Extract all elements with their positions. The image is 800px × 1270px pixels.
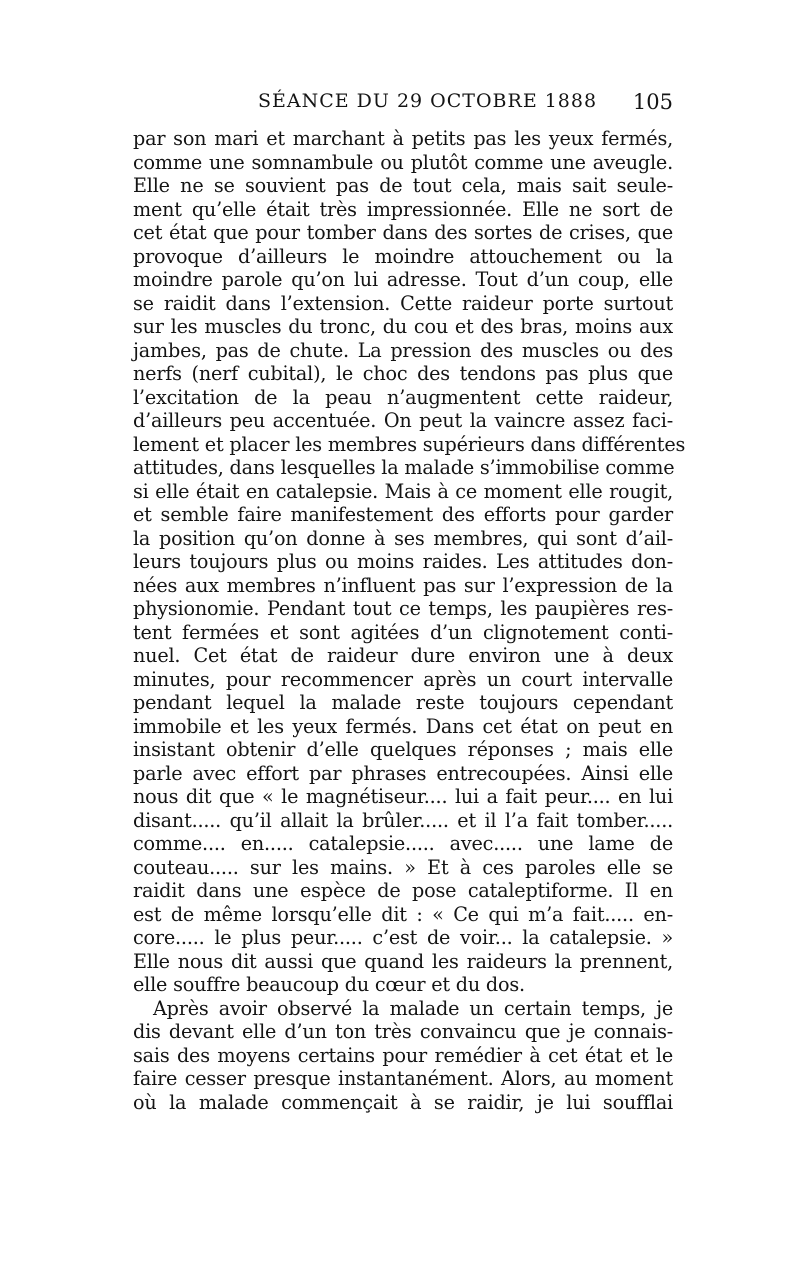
text-line: elle souffre beaucoup du cœur et du dos. — [133, 973, 525, 996]
running-title: SÉANCE DU 29 OCTOBRE 1888 — [258, 90, 598, 112]
text-line: raidit dans une espèce de pose cataleptiforme. Il en — [133, 879, 673, 902]
text-line: Elle ne se souvient pas de tout cela, mais sait seule- — [133, 174, 673, 197]
text-line: nuel. Cet état de raideur dure environ une à deux — [133, 644, 673, 667]
text-line: comme.... en..... catalepsie..... avec..... une lame de — [133, 832, 673, 855]
text-line: attitudes, dans lesquelles la malade s’immobilise comme — [133, 456, 675, 479]
text-line: la position qu’on donne à ses membres, qui sont d’ail- — [133, 526, 673, 550]
text-line: pendant lequel la malade reste toujours cependant — [133, 691, 673, 714]
text-line: tent fermées et sont agitées d’un clignotement conti- — [133, 620, 673, 644]
text-line: et semble faire manifestement des efforts pour garder — [133, 503, 673, 526]
text-line: où la malade commençait à se raidir, je lui soufflai — [133, 1090, 673, 1114]
text-line: moindre parole qu’on lui adresse. Tout d’un coup, elle — [133, 268, 673, 291]
text-line: physionomie. Pendant tout ce temps, les paupières res- — [133, 597, 673, 620]
text-line: sur les muscles du tronc, du cou et des bras, moins aux — [133, 315, 673, 338]
text-line: immobile et les yeux fermés. Dans cet état on peut en — [133, 714, 673, 738]
text-line: ment qu’elle était très impressionnée. Elle ne sort de — [133, 197, 673, 221]
text-line: nous dit que « le magnétiseur.... lui a fait peur.... en lui — [133, 785, 673, 808]
text-line: comme une somnambule ou plutôt comme une aveugle. — [133, 150, 673, 174]
text-line: lement et placer les membres supérieurs dans différentes — [133, 432, 686, 456]
text-line: se raidit dans l’extension. Cette raideur porte surtout — [133, 291, 673, 315]
text-line: l’excitation de la peau n’augmentent cette raideur, — [133, 385, 673, 409]
text-line: couteau..... sur les mains. » Et à ces paroles elle se — [133, 855, 673, 879]
text-line: sais des moyens certains pour remédier à cet état et le — [133, 1043, 673, 1067]
text-line: cet état que pour tomber dans des sortes de crises, que — [133, 221, 673, 244]
text-line: est de même lorsqu’elle dit : « Ce qui m’a fait..... en- — [133, 902, 673, 926]
text-line: Après avoir observé la malade un certain temps, je — [153, 996, 673, 1020]
page-number: 105 — [632, 90, 673, 114]
body-text — [133, 127, 686, 1114]
text-line: core..... le plus peur..... c’est de voir... la catalepsie. » — [133, 926, 673, 949]
text-line: nées aux membres n’influent pas sur l’expression de la — [133, 573, 673, 597]
text-line: disant..... qu’il allait la brûler..... et il l’a fait tomber..... — [133, 808, 673, 832]
text-line: si elle était en catalepsie. Mais à ce moment elle rougit, — [133, 479, 673, 503]
text-line: Elle nous dit aussi que quand les raideurs la prennent, — [133, 949, 673, 973]
text-line: jambes, pas de chute. La pression des muscles ou des — [133, 338, 673, 362]
text-line: parle avec effort par phrases entrecoupées. Ainsi elle — [133, 761, 673, 785]
text-line: minutes, pour recommencer après un court intervalle — [133, 667, 673, 691]
text-line: provoque d’ailleurs le moindre attouchement ou la — [133, 244, 673, 268]
text-line: insistant obtenir d’elle quelques réponses ; mais elle — [133, 738, 673, 761]
text-line: nerfs (nerf cubital), le choc des tendons pas plus que — [133, 362, 673, 385]
running-head — [133, 90, 673, 120]
text-line: dis devant elle d’un ton très convaincu que je connais- — [133, 1020, 673, 1043]
text-line: d’ailleurs peu accentuée. On peut la vaincre assez faci- — [133, 409, 673, 432]
text-line: leurs toujours plus ou moins raides. Les attitudes don- — [133, 550, 673, 573]
text-line: faire cesser presque instantanément. Alors, au moment — [133, 1067, 673, 1090]
text-line: par son mari et marchant à petits pas les yeux fermés, — [133, 127, 673, 150]
